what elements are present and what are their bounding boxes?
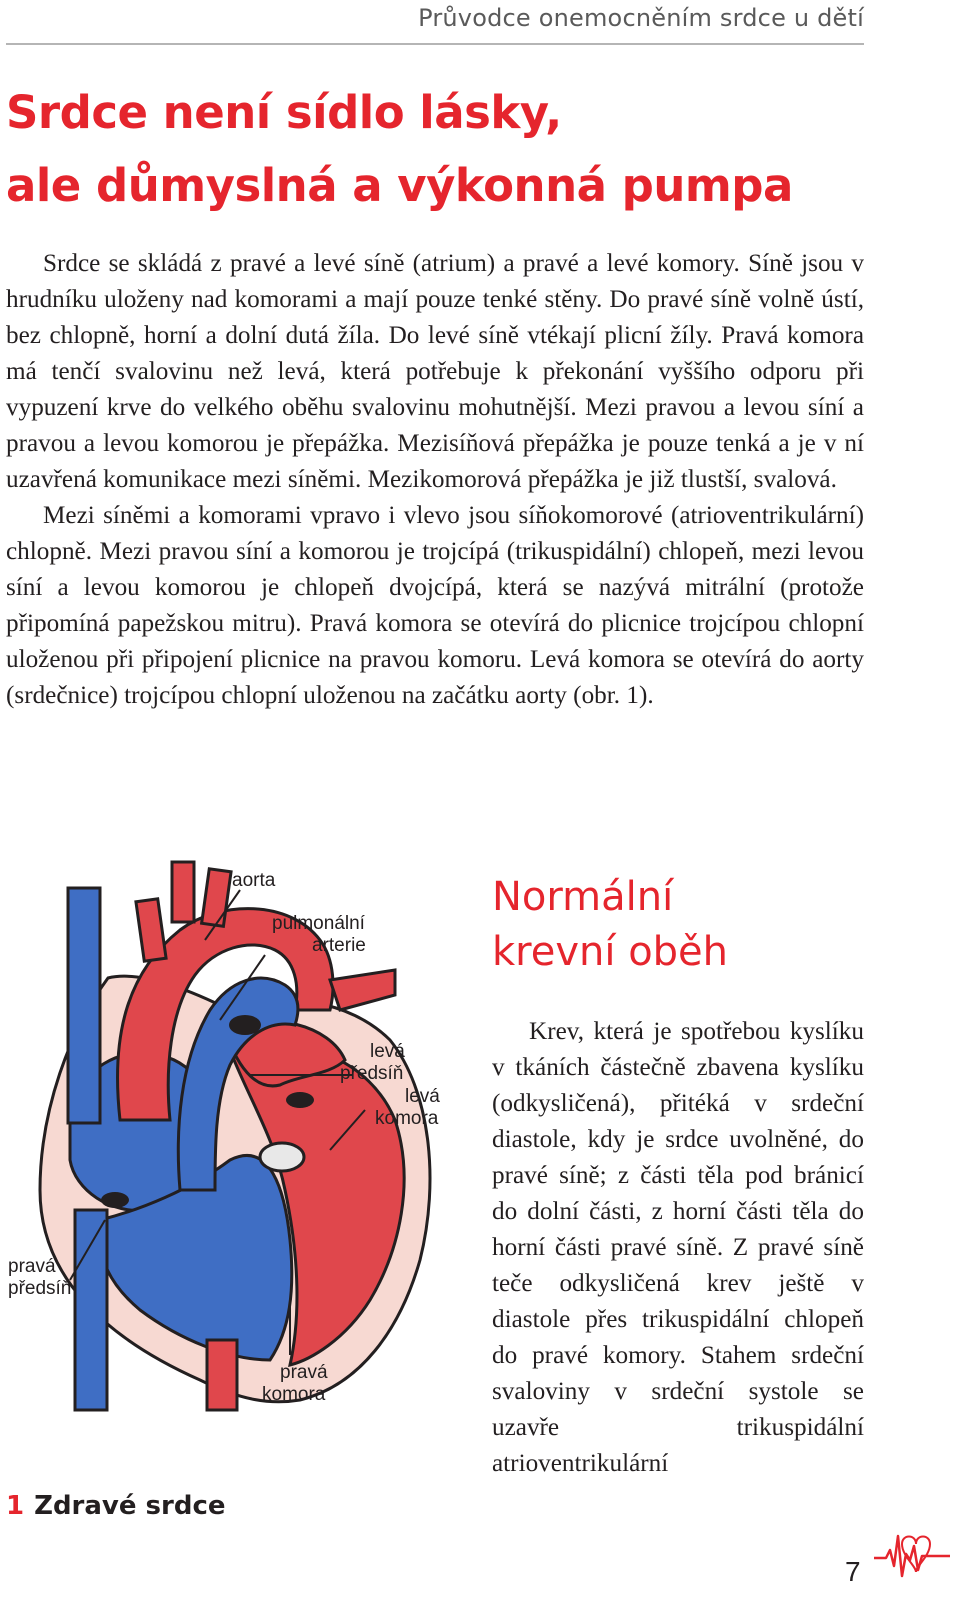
section-text xyxy=(492,1014,864,1482)
heart-figure xyxy=(0,860,470,1460)
label-right-ventricle-2: komora xyxy=(262,1384,326,1405)
label-right-atrium-1: pravá xyxy=(8,1256,56,1277)
body-text xyxy=(6,246,864,714)
section-heading xyxy=(492,870,728,980)
label-right-ventricle-1: pravá xyxy=(280,1362,328,1383)
page-title-line-1: Srdce není sídlo lásky, xyxy=(6,86,562,139)
page-title xyxy=(6,76,906,222)
running-header: Průvodce onemocněním srdce u dětí xyxy=(418,4,864,32)
aortic-branch-1 xyxy=(136,899,166,961)
pulmonary-valve xyxy=(229,1015,261,1035)
tricuspid-valve xyxy=(101,1192,129,1208)
section-heading-line-1: Normální xyxy=(492,874,674,920)
mitral-valve xyxy=(286,1092,314,1108)
figure-caption-number: 1 xyxy=(6,1491,25,1521)
aortic-valve xyxy=(260,1143,304,1171)
descending-aorta xyxy=(207,1340,237,1410)
label-pulmonary-2: arterie xyxy=(312,935,366,956)
inferior-vena-cava xyxy=(75,1210,107,1410)
body-paragraph-1: Srdce se skládá z pravé a levé síně (atrium) a pravé a levé komory. Síně jsou v hrudníku uloženy nad komorami a mají pouze tenké stěny. Do pravé síně volně ústí, bez chlopně, horní a dolní dutá žíla. Do levé síně vtékají plicní žíly. Pravá komora má tenčí svalovinu než levá, která potřebuje k překonání vyššího odporu při vypuzení krve do velkého oběhu svalovinu mohutnější. Mezi pravou a levou síní a pravou a levou komorou je přepážka. Mezisíňová přepážka je pouze tenká a je v ní uzavřená komunikace mezi síněmi. Mezikomorová přepážka je již tlustší, svalová. xyxy=(6,250,864,493)
page-title-line-2: ale důmyslná a výkonná pumpa xyxy=(6,159,793,212)
label-aorta: aorta xyxy=(232,870,276,891)
heart-diagram xyxy=(0,860,470,1460)
label-right-atrium-2: předsíň xyxy=(8,1278,72,1299)
section-paragraph: Krev, která je spotřebou kyslíku v tkáních částečně zbavena kyslíku (odkysličená), přitéká v srdeční diastole, kdy je srdce uvolněné, do pravé síně; z části těla pod bránicí do dolní části, z horní části těla do horní části pravé síně. Z pravé síně teče odkysličená krev ještě v diastole přes trikuspidální chlopeň do pravé komory. Stahem srdeční svaloviny v srdeční systole se uzavře trikuspidální atrioventrikulární xyxy=(492,1018,864,1477)
figure-caption xyxy=(6,1491,226,1521)
page-number: 7 xyxy=(845,1556,861,1587)
superior-vena-cava xyxy=(68,888,100,1123)
label-left-atrium-2: předsíň xyxy=(340,1063,404,1084)
body-paragraph-2: Mezi síněmi a komorami vpravo i vlevo jsou síňokomorové (atrioventrikulární) chlopně. Mezi pravou síní a komorou je trojcípá (trikuspidální) chlopeň, mezi levou síní a levou komorou je chlopeň dvojcípá, která se nazývá mitrální (protože připomíná papežskou mitru). Pravá komora se otevírá do plicnice trojcípou chlopní uloženou při připojení plicnice na pravou komoru. Levá komora se otevírá do aorty (srdečnice) trojcípou chlopní uloženou na začátku aorty (obr. 1). xyxy=(6,502,864,709)
figure-caption-text: Zdravé srdce xyxy=(34,1491,226,1521)
label-left-atrium-1: levá xyxy=(370,1041,405,1062)
label-pulmonary-1: pulmonální xyxy=(272,913,365,934)
heartbeat-icon xyxy=(872,1526,952,1586)
aortic-branch-2 xyxy=(172,862,194,922)
label-left-ventricle-2: komora xyxy=(375,1108,439,1129)
label-left-ventricle-1: levá xyxy=(405,1086,440,1107)
pulmonary-vein xyxy=(330,970,395,1010)
header-rule xyxy=(6,43,864,45)
section-heading-line-2: krevní oběh xyxy=(492,929,729,975)
